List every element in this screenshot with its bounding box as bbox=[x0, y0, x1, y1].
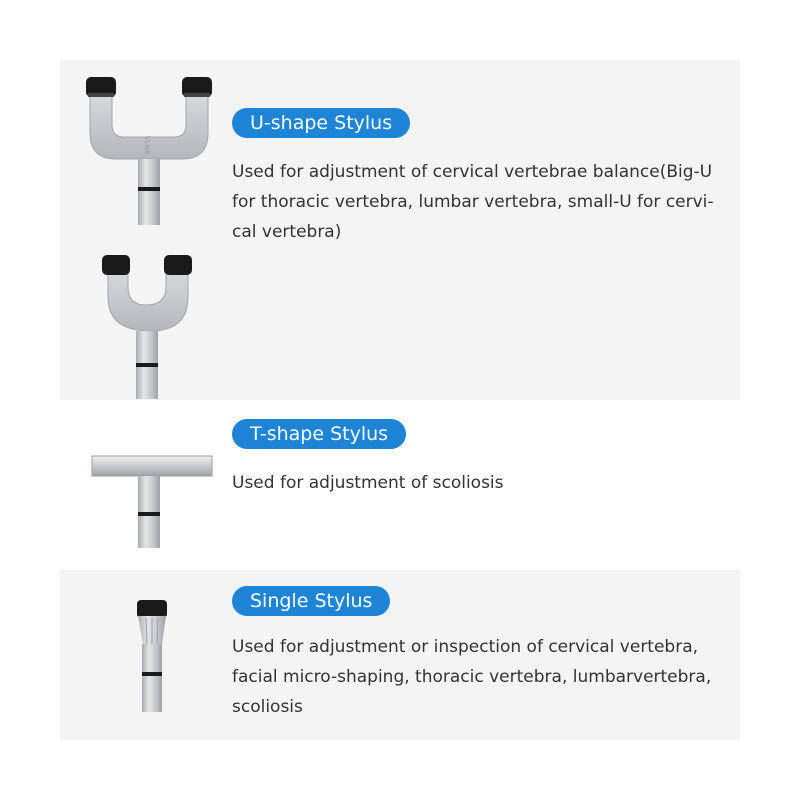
t-shape-description: Used for adjustment of scoliosis bbox=[232, 473, 504, 493]
single-stylus-icon bbox=[130, 598, 175, 718]
t-shape-title-pill: T-shape Stylus bbox=[232, 419, 406, 449]
u-shape-title-pill: U-shape Stylus bbox=[232, 108, 410, 138]
t-stylus-icon bbox=[90, 452, 215, 552]
svg-text:VLNA: VLNA bbox=[143, 135, 151, 155]
single-description: Used for adjustment or inspection of cervical vertebra, facial micro-shaping, thoracic vertebra, lumbarvertebra, scoliosis bbox=[232, 637, 712, 717]
big-u-stylus-icon bbox=[82, 75, 217, 230]
single-title-pill: Single Stylus bbox=[232, 586, 390, 616]
small-u-stylus-icon bbox=[100, 253, 200, 403]
u-shape-description: Used for adjustment of cervical vertebrae balance(Big-U for thoracic vertebra, lumbar vertebra, small-U for cervi-cal vertebra) bbox=[232, 162, 714, 242]
